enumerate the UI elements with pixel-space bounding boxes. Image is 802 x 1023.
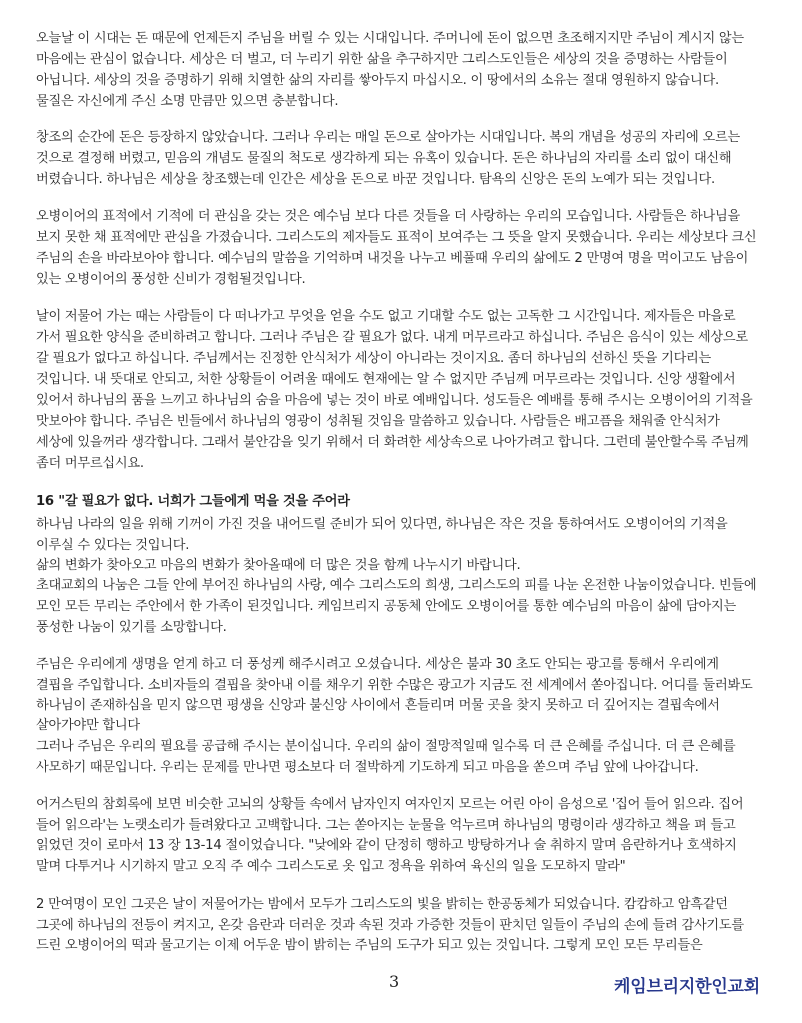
paragraph-5-line-5: 모인 모든 무리는 주안에서 한 가족이 된것입니다. 케임브리지 공동체 안에도 오병이어를 통한 예수님의 마음이 삶에 담아지는 (36, 599, 737, 614)
paragraph-2-line-3: 버렸습니다. 하나님은 세상을 창조했는데 인간은 세상을 돈으로 바꾼 것입니다. 탐욕의 신앙은 돈의 노예가 되는 것입니다. (36, 172, 715, 187)
paragraph-3-line-4: 있는 오병이어의 풍성한 신비가 경험될것입니다. (36, 272, 306, 287)
paragraph-5-line-2: 이루실 수 있다는 것입니다. (36, 538, 190, 553)
church-name: 케임브리지한인교회 (614, 977, 760, 997)
page-number: 3 (389, 972, 400, 991)
paragraph-8-line-1: 2 만여명이 모인 그곳은 날이 저물어가는 밤에서 모두가 그리스도의 빛을 밝히는 한공동체가 되었습니다. 캄캄하고 암흑같던 (36, 897, 728, 912)
paragraph-6-line-1: 주님은 우리에게 생명을 얻게 하고 더 풍성케 해주시려고 오셨습니다. 세상은 불과 30 초도 안되는 광고를 통해서 우리에게 (36, 657, 719, 672)
paragraph-7-line-3: 읽었던 것이 로마서 13 장 13-14 절이었습니다. "낮에와 같이 단정히 행하고 방탕하거나 술 취하지 말며 음란하거나 호색하지 (36, 838, 737, 853)
paragraph-4-line-4: 것입니다. 내 뜻대로 안되고, 처한 상황들이 어려울 때에도 현재에는 알 수 없지만 주님께 머무르라는 것입니다. 신앙 생활에서 (36, 372, 736, 387)
section-heading: 16 "갈 필요가 없다. 너희가 그들에게 먹을 것을 주어라 (36, 494, 350, 509)
paragraph-5-line-4: 초대교회의 나눔은 그들 안에 부어진 하나님의 사랑, 예수 그리스도의 희생, 그리스도의 피를 나눈 온전한 나눔이었습니다. 빈들에 (36, 578, 757, 593)
paragraph-1-line-2: 마음에는 관심이 없습니다. 세상은 더 벌고, 더 누리기 위한 삶을 추구하지만 그리스도인들은 세상의 것을 증명하는 사람들이 (36, 52, 728, 67)
paragraph-6-line-3: 하나님이 존재하심을 믿지 않으면 평생을 신앙과 불신앙 사이에서 흔들리며 머물 곳을 찾지 못하고 더 깊어지는 결핍속에서 (36, 698, 720, 713)
paragraph-4-line-2: 가서 필요한 양식을 준비하려고 합니다. 그러나 주님은 갈 필요가 없다. 내게 머무르라고 하십니다. 주님은 음식이 있는 세상으로 (36, 330, 748, 345)
paragraph-5-line-3: 삶의 변화가 찾아오고 마음의 변화가 찾아올때에 더 많은 것을 함께 나누시기 바랍니다. (36, 558, 521, 573)
paragraph-4-line-8: 좀더 머무르십시요. (36, 456, 144, 471)
paragraph-5-line-6: 풍성한 나눔이 있기를 소망합니다. (36, 620, 227, 635)
paragraph-4-line-7: 세상에 있을꺼라 생각합니다. 그래서 불안감을 잊기 위해서 더 화려한 세상속으로 나아가려고 합니다. 그런데 불안할수록 주님께 (36, 435, 749, 450)
paragraph-8-line-3: 드린 오병이어의 떡과 물고기는 이제 어두운 밤이 밝히는 주님의 도구가 되고 있는 것입니다. 그렇게 모인 모든 무리들은 (36, 938, 703, 953)
paragraph-3-line-3: 주님의 손을 바라보아야 합니다. 예수님의 말씀을 기억하며 내것을 나누고 베풀때 우리의 삶에도 2 만명여 명을 먹이고도 남음이 (36, 251, 749, 266)
paragraph-6-line-2: 결핍을 주입합니다. 소비자들의 결핍을 찾아내 이를 채우기 위한 수많은 광고가 지금도 전 세계에서 쏟아집니다. 어디를 둘러봐도 (36, 678, 753, 693)
paragraph-1-line-1: 오늘날 이 시대는 돈 때문에 언제든지 주님을 버릴 수 있는 시대입니다. 주머니에 돈이 없으면 초조해지지만 주님이 계시지 않는 (36, 31, 744, 46)
paragraph-6-line-6: 사모하기 때문입니다. 우리는 문제를 만나면 평소보다 더 절박하게 기도하게 되고 마음을 쏟으며 주님 앞에 나아갑니다. (36, 760, 699, 775)
paragraph-1-line-4: 물질은 자신에게 주신 소명 만큼만 있으면 충분합니다. (36, 94, 339, 109)
paragraph-3-line-2: 보지 못한 채 표적에만 관심을 가졌습니다. 그리스도의 제자들도 표적이 보여주는 그 뜻을 알지 못했습니다. 우리는 세상보다 크신 (36, 230, 757, 245)
paragraph-5-line-1: 하나님 나라의 일을 위해 기꺼이 가진 것을 내어드릴 준비가 되어 있다면, 하나님은 작은 것을 통하여서도 오병이어의 기적을 (36, 517, 728, 532)
paragraph-6-line-4: 살아가야만 합니다 (36, 718, 140, 733)
paragraph-6-line-5: 그러나 주님은 우리의 필요를 공급해 주시는 분이십니다. 우리의 삶이 절망적일때 일수록 더 큰 은혜를 주십니다. 더 큰 은혜를 (36, 739, 736, 754)
paragraph-3-line-1: 오병이어의 표적에서 기적에 더 관심을 갖는 것은 예수님 보다 다른 것들을 더 사랑하는 우리의 모습입니다. 사람들은 하나님을 (36, 209, 740, 224)
paragraph-2-line-2: 것으로 결정해 버렸고, 믿음의 개념도 물질의 척도로 생각하게 되는 유혹이 있습니다. 돈은 하나님의 자리를 소리 없이 대신해 (36, 151, 732, 166)
paragraph-8-line-2: 그곳에 하나님의 전등이 켜지고, 온갖 음란과 더러운 것과 속된 것과 가증한 것들이 판치던 일들이 주님의 손에 들려 감사기도를 (36, 918, 744, 933)
paragraph-4-line-6: 맛보아야 합니다. 주님은 빈들에서 하나님의 영광이 성취될 것임을 말씀하고 있습니다. 사람들은 배고픔을 채워줄 안식처가 (36, 414, 720, 429)
paragraph-4-line-5: 있어서 하나님의 품을 느끼고 하나님의 숨을 마음에 넣는 것이 바로 예배입니다. 성도들은 예배를 통해 주시는 오병이어의 기적을 (36, 393, 753, 408)
paragraph-4-line-1: 날이 저물어 가는 때는 사람들이 다 떠나가고 무엇을 얻을 수도 없고 기대할 수도 없는 고독한 그 시간입니다. 제자들은 마을로 (36, 309, 736, 324)
paragraph-7-line-2: 들어 읽으라'는 노랫소리가 들려왔다고 고백합니다. 그는 쏟아지는 눈물을 억누르며 하나님의 명령이라 생각하고 책을 펴 들고 (36, 818, 736, 833)
paragraph-4-line-3: 갈 필요가 없다고 하십니다. 주님께서는 진정한 안식처가 세상이 아니라는 것이지요. 좀더 하나님의 선하신 뜻을 기다리는 (36, 351, 712, 366)
paragraph-7-line-1: 어거스틴의 참회록에 보면 비슷한 고뇌의 상황들 속에서 남자인지 여자인지 모르는 어린 아이 음성으로 '집어 들어 읽으라. 집어 (36, 797, 744, 812)
paragraph-2-line-1: 창조의 순간에 돈은 등장하지 않았습니다. 그러나 우리는 매일 돈으로 살아가는 시대입니다. 복의 개념을 성공의 자리에 오르는 (36, 130, 740, 145)
paragraph-7-line-4: 말며 다투거나 시기하지 말고 오직 주 예수 그리스도로 옷 입고 정욕을 위하여 육신의 일을 도모하지 말라" (36, 859, 626, 874)
paragraph-1-line-3: 아닙니다. 세상의 것을 증명하기 위해 치열한 삶의 자리를 쌓아두지 마십시오. 이 땅에서의 소유는 절대 영원하지 않습니다. (36, 73, 719, 88)
